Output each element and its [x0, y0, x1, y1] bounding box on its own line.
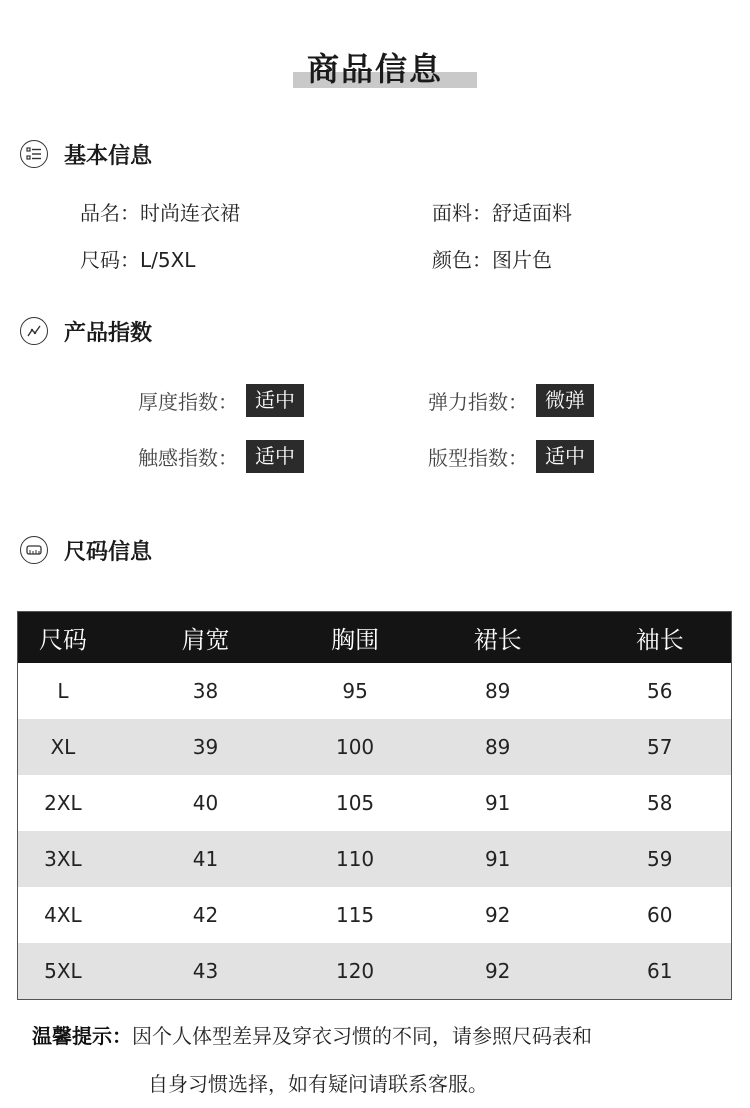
index-item-touch: [138, 440, 304, 473]
table-row: [18, 775, 732, 831]
name-label: 品名：: [80, 201, 140, 225]
table-cell: 59: [588, 831, 731, 887]
fabric-label: 面料：: [432, 201, 492, 225]
table-row: [18, 663, 732, 719]
index-label: 触感指数：: [138, 446, 238, 470]
table-cell: 58: [646, 791, 673, 815]
index-label: 弹力指数：: [428, 390, 528, 414]
fabric-value: 舒适面料: [492, 201, 572, 225]
table-cell: 3XL: [18, 831, 108, 887]
page-title-block: [0, 42, 750, 92]
section-size-info-title: 尺码信息: [64, 539, 153, 565]
table-cell: 38: [192, 679, 219, 703]
table-cell: L: [57, 679, 69, 703]
size-label: 尺码：: [80, 248, 140, 272]
index-value-badge: 适中: [536, 440, 594, 473]
index-value-badge: 微弹: [536, 384, 594, 417]
table-header: 胸围: [303, 612, 407, 664]
table-header: 裙长: [407, 612, 588, 664]
table-cell: 40: [192, 791, 219, 815]
index-item-elasticity: [428, 384, 594, 417]
color-value: 图片色: [492, 248, 552, 272]
table-cell: 39: [108, 719, 303, 775]
table-cell: 42: [192, 903, 219, 927]
tip-label: 温馨提示：: [32, 1024, 132, 1048]
trend-icon: [20, 317, 48, 345]
index-label: 版型指数：: [428, 446, 528, 470]
page-title: 商品信息: [306, 50, 443, 88]
tip-line-1: [32, 1020, 592, 1049]
color-row: [432, 244, 552, 273]
table-header: 袖长: [588, 612, 731, 664]
table-cell: 57: [588, 719, 731, 775]
table-cell: 91: [407, 831, 588, 887]
section-product-index-title: 产品指数: [64, 320, 153, 346]
table-cell: 100: [303, 719, 407, 775]
table-cell: 115: [335, 903, 375, 927]
table-row: [18, 719, 732, 775]
color-label: 颜色：: [432, 248, 492, 272]
table-cell: 4XL: [44, 903, 82, 927]
table-cell: 120: [303, 943, 407, 1000]
section-size-info: [20, 533, 152, 567]
ruler-icon: [20, 536, 48, 564]
table-row: [18, 831, 732, 887]
table-header: 肩宽: [108, 612, 303, 664]
index-item-fit: [428, 440, 594, 473]
tip-text-1: 因个人体型差异及穿衣习惯的不同，请参照尺码表和: [132, 1024, 592, 1048]
table-cell: 5XL: [18, 943, 108, 1000]
fabric-row: [432, 197, 572, 226]
table-cell: 89: [407, 719, 588, 775]
index-value-badge: 适中: [246, 384, 304, 417]
table-cell: 95: [342, 679, 368, 703]
table-cell: 43: [108, 943, 303, 1000]
table-header-row: [18, 612, 732, 664]
size-value: L/5XL: [140, 248, 196, 272]
table-header: 尺码: [18, 612, 108, 664]
section-basic-info: [20, 137, 152, 171]
tip-text-2: 自身习惯选择，如有疑问请联系客服。: [148, 1072, 488, 1096]
table-cell: 110: [303, 831, 407, 887]
table-cell: 41: [108, 831, 303, 887]
table-cell: 60: [646, 903, 673, 927]
table-cell: 92: [407, 943, 588, 1000]
table-cell: 105: [335, 791, 375, 815]
size-row: [80, 244, 195, 273]
table-row: [18, 943, 732, 1000]
section-basic-info-title: 基本信息: [64, 143, 153, 169]
table-cell: 2XL: [44, 791, 82, 815]
table-row: [18, 887, 732, 943]
index-label: 厚度指数：: [138, 390, 238, 414]
table-cell: 91: [484, 791, 511, 815]
table-cell: 56: [646, 679, 673, 703]
size-table: [17, 611, 732, 1000]
name-value: 时尚连衣裙: [140, 201, 240, 225]
name-row: [80, 197, 240, 226]
list-icon: [20, 140, 48, 168]
index-value-badge: 适中: [246, 440, 304, 473]
table-cell: 92: [484, 903, 511, 927]
index-item-thickness: [138, 384, 304, 417]
section-product-index: [20, 314, 152, 348]
table-cell: 61: [588, 943, 731, 1000]
table-cell: XL: [18, 719, 108, 775]
table-cell: 89: [484, 679, 511, 703]
